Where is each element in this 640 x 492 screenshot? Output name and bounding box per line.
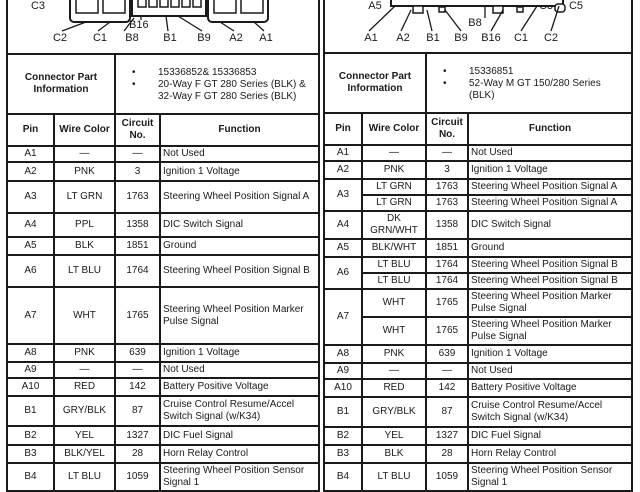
terminal-lock-tab: [517, 7, 523, 12]
list-item: [126, 79, 316, 103]
function-cell: Ignition 1 Voltage: [468, 345, 632, 363]
terminal-lock-tab: [413, 6, 423, 13]
bullet-icon: •: [132, 78, 136, 90]
terminal-lock-tab: [555, 4, 565, 12]
circuit-cell: 639: [115, 344, 160, 362]
wire-color-cell: BLK: [362, 445, 426, 463]
wire-color-cell: LT BLU: [362, 257, 426, 273]
connector-part-info-title: Connector Part Information: [7, 54, 115, 114]
pin-cell: B4: [324, 463, 362, 491]
function-cell: DIC Fuel Signal: [160, 426, 319, 444]
function-cell: Horn Relay Control: [160, 445, 319, 463]
pin-cell: A10: [324, 379, 362, 397]
table-row: [7, 396, 319, 426]
connector-face-view-left: [8, 0, 316, 48]
wire-color-cell: —: [362, 363, 426, 379]
table-row: [324, 211, 632, 239]
part-number: 15336851: [469, 66, 514, 77]
terminal-cavity: [182, 0, 190, 7]
circuit-cell: 1358: [426, 211, 468, 239]
pin-callout: B16: [481, 32, 501, 44]
terminal-cavity: [171, 0, 179, 7]
pin-cell: A4: [7, 213, 54, 237]
table-header-row: [324, 113, 632, 145]
table-row: [324, 363, 632, 379]
circuit-cell: 142: [115, 378, 160, 396]
table-row: [7, 463, 319, 491]
function-cell: Steering Wheel Position Marker Pulse Signal: [468, 317, 632, 345]
connector-label: A5: [368, 0, 382, 12]
table-row: [324, 317, 632, 345]
pin-cell: B2: [324, 427, 362, 445]
pin-callout: A1: [259, 32, 273, 45]
table-row: [7, 181, 319, 213]
pin-cell: A3: [7, 181, 54, 213]
circuit-cell: 28: [115, 445, 160, 463]
terminal-cavity: [76, 0, 98, 13]
table-row: [324, 427, 632, 445]
pin-callout: C1: [513, 32, 529, 44]
table-row: [324, 273, 632, 289]
connector-label: B16: [129, 19, 149, 32]
function-cell: Steering Wheel Position Marker Pulse Signal: [160, 287, 319, 343]
wire-color-cell: PNK: [362, 161, 426, 179]
circuit-cell: 3: [426, 161, 468, 179]
table-row: [7, 344, 319, 362]
wire-color-cell: PNK: [54, 344, 115, 362]
col-header-wire-color: Wire Color: [362, 113, 426, 145]
table-row: [7, 146, 319, 162]
connector-part-info-details: [426, 53, 632, 113]
function-cell: Steering Wheel Position Sensor Signal 1: [160, 463, 319, 491]
circuit-cell: 1763: [115, 181, 160, 213]
table-row: [324, 145, 632, 161]
pin-cell: A8: [7, 344, 54, 362]
pin-callout: B9: [197, 32, 211, 45]
pin-cell: B3: [324, 445, 362, 463]
left-connector-diagram: [7, 0, 319, 54]
wire-color-cell: LT BLU: [54, 463, 115, 491]
pin-cell: A1: [7, 146, 54, 162]
circuit-cell: 1764: [426, 273, 468, 289]
function-cell: DIC Switch Signal: [468, 211, 632, 239]
wire-color-cell: YEL: [54, 426, 115, 444]
circuit-cell: 1358: [115, 213, 160, 237]
circuit-cell: 1851: [426, 239, 468, 257]
wire-color-cell: PNK: [362, 345, 426, 363]
circuit-cell: 87: [115, 396, 160, 426]
function-cell: Cruise Control Resume/Accel Switch Signal (w/K34): [468, 397, 632, 427]
function-cell: Cruise Control Resume/Accel Switch Signal (w/K34): [160, 396, 319, 426]
terminal-cavity: [138, 0, 146, 7]
pin-callout: B9: [454, 32, 468, 44]
pin-cell: A6: [7, 255, 54, 287]
wire-color-cell: WHT: [54, 287, 115, 343]
pin-cell: B4: [7, 463, 54, 491]
table-row: [324, 195, 632, 211]
circuit-cell: 87: [426, 397, 468, 427]
pin-cell: A2: [7, 162, 54, 180]
terminal-cavity: [241, 0, 263, 13]
wire-color-cell: RED: [54, 378, 115, 396]
connector-body: [391, 0, 563, 6]
pin-callout: A1: [364, 32, 378, 44]
wire-color-cell: GRY/BLK: [362, 397, 426, 427]
function-cell: Not Used: [468, 145, 632, 161]
col-header-pin: Pin: [7, 114, 54, 146]
function-cell: Battery Positive Voltage: [160, 378, 319, 396]
wire-color-cell: YEL: [362, 427, 426, 445]
wire-color-cell: PNK: [54, 162, 115, 180]
connector-label: B8: [468, 17, 482, 29]
bullet-icon: •: [443, 78, 447, 89]
table-row: [324, 257, 632, 273]
right-pinout-table: [323, 0, 633, 492]
col-header-function: Function: [160, 114, 319, 146]
pin-cell: A5: [7, 237, 54, 255]
pin-cell: A7: [7, 287, 54, 343]
wire-color-cell: LT BLU: [362, 463, 426, 491]
wire-color-cell: PPL: [54, 213, 115, 237]
table-row: [324, 445, 632, 463]
function-cell: Steering Wheel Position Marker Pulse Signal: [468, 289, 632, 317]
pin-cell: A5: [324, 239, 362, 257]
circuit-cell: 1763: [426, 195, 468, 211]
table-row: [324, 161, 632, 179]
table-row: [7, 255, 319, 287]
wire-color-cell: —: [54, 146, 115, 162]
pin-callout: A2: [229, 32, 243, 45]
table-row: [324, 463, 632, 491]
pin-callout: B8: [125, 32, 139, 45]
circuit-cell: 28: [426, 445, 468, 463]
pin-cell: B1: [7, 396, 54, 426]
function-cell: Ignition 1 Voltage: [160, 162, 319, 180]
circuit-cell: 1763: [426, 179, 468, 195]
function-cell: Steering Wheel Position Signal B: [468, 273, 632, 289]
wire-color-cell: LT GRN: [54, 181, 115, 213]
list-item: [437, 78, 629, 102]
circuit-cell: —: [115, 146, 160, 162]
pin-cell: A6: [324, 257, 362, 289]
pin-cell: B3: [7, 445, 54, 463]
circuit-cell: 1059: [115, 463, 160, 491]
col-header-circuit-no: Circuit No.: [426, 113, 468, 145]
pin-cell: B1: [324, 397, 362, 427]
pin-callout: C1: [92, 32, 108, 45]
wire-color-cell: LT BLU: [54, 255, 115, 287]
list-item: [126, 67, 316, 79]
function-cell: Not Used: [160, 362, 319, 378]
connector-part-info-details: [115, 54, 319, 114]
table-row: [7, 445, 319, 463]
circuit-cell: 639: [426, 345, 468, 363]
function-cell: Steering Wheel Position Sensor Signal 1: [468, 463, 632, 491]
circuit-cell: 1327: [115, 426, 160, 444]
table-row: [7, 362, 319, 378]
pin-cell: A8: [324, 345, 362, 363]
wire-color-cell: RED: [362, 379, 426, 397]
wire-color-cell: WHT: [362, 317, 426, 345]
function-cell: Steering Wheel Position Signal A: [468, 195, 632, 211]
col-header-pin: Pin: [324, 113, 362, 145]
circuit-cell: 142: [426, 379, 468, 397]
wire-color-cell: BLK: [54, 237, 115, 255]
wire-color-cell: LT BLU: [362, 273, 426, 289]
connector-part-info-title: Connector Part Information: [324, 53, 426, 113]
function-cell: Not Used: [160, 146, 319, 162]
circuit-cell: —: [426, 363, 468, 379]
col-header-wire-color: Wire Color: [54, 114, 115, 146]
function-cell: DIC Switch Signal: [160, 213, 319, 237]
terminal-cavity: [193, 0, 201, 7]
wire-color-cell: GRY/BLK: [54, 396, 115, 426]
wire-color-cell: BLK/WHT: [362, 239, 426, 257]
col-header-function: Function: [468, 113, 632, 145]
pin-callout: A2: [396, 32, 410, 44]
table-row: [7, 287, 319, 343]
connector-label: C5: [568, 0, 584, 12]
list-item: [437, 66, 629, 78]
function-cell: Steering Wheel Position Signal B: [468, 257, 632, 273]
wire-color-cell: BLK/YEL: [54, 445, 115, 463]
function-cell: Steering Wheel Position Signal A: [468, 179, 632, 195]
table-row: [7, 162, 319, 180]
circuit-cell: 1851: [115, 237, 160, 255]
table-row: [7, 426, 319, 444]
pin-cell: A7: [324, 289, 362, 345]
function-cell: Ignition 1 Voltage: [160, 344, 319, 362]
function-cell: DIC Fuel Signal: [468, 427, 632, 445]
pin-cell: A4: [324, 211, 362, 239]
circuit-cell: 1764: [115, 255, 160, 287]
pin-cell: A1: [324, 145, 362, 161]
table-row: [7, 378, 319, 396]
wire-color-cell: —: [362, 145, 426, 161]
terminal-cavity: [149, 0, 157, 7]
pin-cell: A2: [324, 161, 362, 179]
circuit-cell: 1765: [426, 317, 468, 345]
wire-color-cell: DK GRN/WHT: [362, 211, 426, 239]
pin-cell: B2: [7, 426, 54, 444]
bullet-icon: •: [443, 66, 447, 77]
connector-face-view-right: [325, 0, 629, 48]
circuit-cell: —: [426, 145, 468, 161]
pin-callout: B1: [163, 32, 177, 45]
table-row: [324, 289, 632, 317]
terminal-cavity: [214, 0, 236, 13]
terminal-lock-tab: [439, 7, 445, 12]
col-header-circuit-no: Circuit No.: [115, 114, 160, 146]
terminal-cavity: [160, 0, 168, 7]
circuit-cell: 3: [115, 162, 160, 180]
pin-callout: C2: [52, 32, 68, 45]
function-cell: Ignition 1 Voltage: [468, 161, 632, 179]
connector-series: 52-Way M GT 150/280 Series (BLK): [469, 78, 601, 101]
pin-callout: B1: [426, 32, 440, 44]
part-number: 15336852& 15336853: [158, 66, 257, 78]
pin-cell: A3: [324, 179, 362, 211]
table-row: [7, 237, 319, 255]
bullet-icon: •: [132, 66, 136, 78]
pinout-sheet: [6, 0, 640, 492]
circuit-cell: 1765: [426, 289, 468, 317]
circuit-cell: 1765: [115, 287, 160, 343]
table-row: [7, 213, 319, 237]
function-cell: Steering Wheel Position Signal B: [160, 255, 319, 287]
table-row: [324, 397, 632, 427]
pin-cell: A10: [7, 378, 54, 396]
pin-cell: A9: [7, 362, 54, 378]
function-cell: Ground: [468, 239, 632, 257]
function-cell: Horn Relay Control: [468, 445, 632, 463]
table-row: [324, 179, 632, 195]
circuit-cell: 1059: [426, 463, 468, 491]
wire-color-cell: WHT: [362, 289, 426, 317]
wire-color-cell: LT GRN: [362, 179, 426, 195]
connector-label: C3: [30, 0, 46, 13]
function-cell: Not Used: [468, 363, 632, 379]
pin-cell: A9: [324, 363, 362, 379]
wire-color-cell: LT GRN: [362, 195, 426, 211]
function-cell: Steering Wheel Position Signal A: [160, 181, 319, 213]
table-header-row: [7, 114, 319, 146]
right-connector-diagram: [324, 0, 632, 53]
left-pinout-table: [6, 0, 320, 492]
circuit-cell: —: [115, 362, 160, 378]
table-row: [324, 345, 632, 363]
function-cell: Battery Positive Voltage: [468, 379, 632, 397]
circuit-cell: 1327: [426, 427, 468, 445]
table-row: [324, 379, 632, 397]
wire-color-cell: —: [54, 362, 115, 378]
terminal-cavity: [103, 0, 125, 13]
table-row: [324, 239, 632, 257]
circuit-cell: 1764: [426, 257, 468, 273]
pin-callout: C2: [543, 32, 559, 44]
connector-series: 20-Way F GT 280 Series (BLK) & 32-Way F GT 280 Series (BLK): [158, 78, 306, 102]
function-cell: Ground: [160, 237, 319, 255]
